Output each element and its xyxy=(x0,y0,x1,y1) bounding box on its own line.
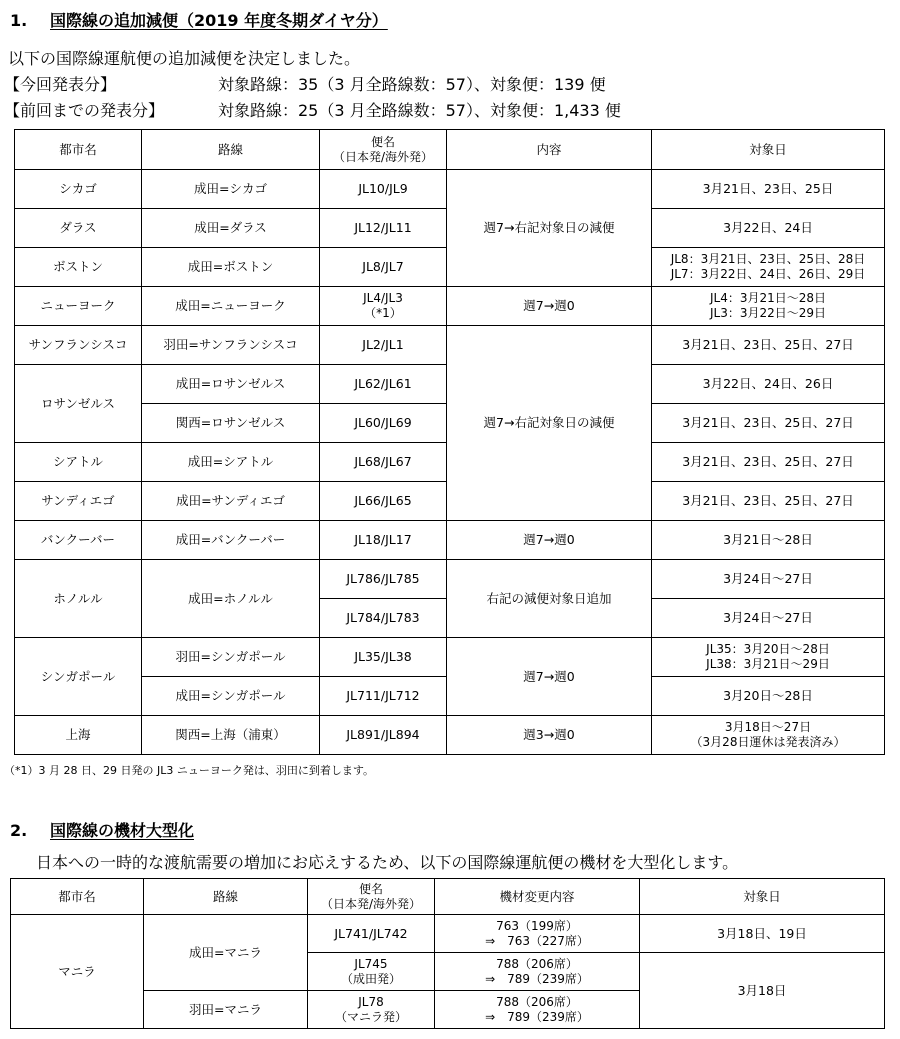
header-route: 路線 xyxy=(144,879,308,915)
dates-cell: 3月21日、23日、25日、27日 xyxy=(652,326,885,365)
flight-line: JL4/JL3 xyxy=(363,291,403,305)
table-row xyxy=(15,638,885,677)
change-line: ⇒ 789（239席） xyxy=(485,971,589,986)
table-row xyxy=(15,170,885,209)
flight-cell xyxy=(308,991,435,1029)
section2-title: 国際線の機材大型化 xyxy=(50,821,195,840)
city-cell: マニラ xyxy=(11,915,144,1029)
header-flight-line2: （日本発/海外発） xyxy=(320,896,422,911)
dates-cell xyxy=(652,716,885,755)
route-cell: 成田=シカゴ xyxy=(142,170,320,209)
flight-cell: JL711/JL712 xyxy=(320,677,447,716)
header-dates: 対象日 xyxy=(652,130,885,170)
dates-line: JL38：3月21日～29日 xyxy=(706,657,830,671)
flight-cell xyxy=(308,953,435,991)
section1-heading xyxy=(10,8,388,31)
dates-cell: 3月18日、19日 xyxy=(640,915,885,953)
header-city: 都市名 xyxy=(11,879,144,915)
route-cell: 関西=上海（浦東） xyxy=(142,716,320,755)
flight-cell: JL18/JL17 xyxy=(320,521,447,560)
flight-cell: JL786/JL785 xyxy=(320,560,447,599)
table-row xyxy=(15,716,885,755)
flight-cell: JL8/JL7 xyxy=(320,248,447,287)
dates-cell: 3月22日、24日、26日 xyxy=(652,365,885,404)
content-cell: 週3→週0 xyxy=(447,716,652,755)
route-cell: 成田=シアトル xyxy=(142,443,320,482)
header-flight xyxy=(320,130,447,170)
header-change: 機材変更内容 xyxy=(435,879,640,915)
flight-cell: JL35/JL38 xyxy=(320,638,447,677)
aircraft-table xyxy=(10,878,885,1029)
flight-line: JL78 xyxy=(358,994,384,1009)
header-flight-line1: 便名 xyxy=(370,134,395,149)
city-cell: ニューヨーク xyxy=(15,287,142,326)
flight-cell: JL741/JL742 xyxy=(308,915,435,953)
city-cell: バンクーバー xyxy=(15,521,142,560)
header-content: 内容 xyxy=(447,130,652,170)
section1-title: 国際線の追加減便（2019 年度冬期ダイヤ分） xyxy=(50,11,388,30)
route-cell: 成田=ロサンゼルス xyxy=(142,365,320,404)
route-cell: 羽田=シンガポール xyxy=(142,638,320,677)
section2-intro: 日本への一時的な渡航需要の増加にお応えするため、以下の国際線運航便の機材を大型化します。 xyxy=(36,853,739,872)
change-cell xyxy=(435,953,640,991)
dates-cell: 3月21日～28日 xyxy=(652,521,885,560)
footnote: （*1）3 月 28 日、29 日発の JL3 ニューヨーク発は、羽田に到着します。 xyxy=(4,764,374,777)
route-cell: 成田=ボストン xyxy=(142,248,320,287)
route-cell: 成田=バンクーバー xyxy=(142,521,320,560)
route-cell: 成田=マニラ xyxy=(144,915,308,991)
section1-intro: 以下の国際線運航便の追加減便を決定しました。 xyxy=(8,49,361,68)
route-cell: 成田=ダラス xyxy=(142,209,320,248)
city-cell: 上海 xyxy=(15,716,142,755)
city-cell: シアトル xyxy=(15,443,142,482)
table-row xyxy=(15,521,885,560)
flight-cell: JL891/JL894 xyxy=(320,716,447,755)
city-cell: ロサンゼルス xyxy=(15,365,142,443)
dates-line: （3月28日運休は発表済み） xyxy=(690,735,846,749)
route-cell: 羽田=サンフランシスコ xyxy=(142,326,320,365)
dates-cell: 3月24日～27日 xyxy=(652,560,885,599)
dates-cell xyxy=(652,638,885,677)
flight-cell: JL62/JL61 xyxy=(320,365,447,404)
change-line: 788（206席） xyxy=(496,994,578,1009)
route-cell: 成田=サンディエゴ xyxy=(142,482,320,521)
table-row xyxy=(11,915,885,953)
flight-line: （マニラ発） xyxy=(334,1009,407,1024)
dates-cell: 3月18日 xyxy=(640,953,885,1029)
dates-line: JL3：3月22日～29日 xyxy=(709,306,827,320)
dates-cell: 3月22日、24日 xyxy=(652,209,885,248)
dates-cell xyxy=(652,287,885,326)
section2-heading xyxy=(10,818,194,841)
flight-cell: JL10/JL9 xyxy=(320,170,447,209)
section2-number: 2. xyxy=(10,821,28,840)
current-label: 【今回発表分】 xyxy=(4,75,117,94)
flight-cell: JL784/JL783 xyxy=(320,599,447,638)
header-flight xyxy=(308,879,435,915)
content-cell: 週7→週0 xyxy=(447,287,652,326)
dates-cell: 3月21日、23日、25日 xyxy=(652,170,885,209)
flight-cell xyxy=(320,287,447,326)
content-cell: 週7→週0 xyxy=(447,638,652,716)
city-cell: ボストン xyxy=(15,248,142,287)
content-cell: 週7→週0 xyxy=(447,521,652,560)
flight-cell: JL2/JL1 xyxy=(320,326,447,365)
table-row xyxy=(15,287,885,326)
content-cell: 週7→右記対象日の減便 xyxy=(447,170,652,287)
change-cell xyxy=(435,991,640,1029)
current-value: 対象路線：35（3 月全路線数：57）、対象便：139 便 xyxy=(218,75,606,94)
flight-cell: JL12/JL11 xyxy=(320,209,447,248)
previous-value: 対象路線：25（3 月全路線数：57）、対象便：1,433 便 xyxy=(218,101,621,120)
city-cell: シカゴ xyxy=(15,170,142,209)
change-line: ⇒ 789（239席） xyxy=(485,1009,589,1024)
route-cell: 関西=ロサンゼルス xyxy=(142,404,320,443)
dates-cell: 3月21日、23日、25日、27日 xyxy=(652,404,885,443)
section1-number: 1. xyxy=(10,11,28,30)
table-header-row xyxy=(15,130,885,170)
change-line: ⇒ 763（227席） xyxy=(485,933,589,948)
footnote-marker: （*1） xyxy=(364,306,402,320)
dates-cell xyxy=(652,248,885,287)
flight-cell: JL60/JL69 xyxy=(320,404,447,443)
dates-cell: 3月20日～28日 xyxy=(652,677,885,716)
dates-line: JL8：3月21日、23日、25日、28日 xyxy=(670,252,866,266)
header-dates: 対象日 xyxy=(640,879,885,915)
content-cell: 右記の減便対象日追加 xyxy=(447,560,652,638)
dates-cell: 3月21日、23日、25日、27日 xyxy=(652,482,885,521)
table-row xyxy=(15,326,885,365)
dates-cell: 3月21日、23日、25日、27日 xyxy=(652,443,885,482)
change-cell xyxy=(435,915,640,953)
change-line: 788（206席） xyxy=(496,956,578,971)
dates-line: JL35：3月20日～28日 xyxy=(706,642,830,656)
city-cell: サンディエゴ xyxy=(15,482,142,521)
flight-cell: JL68/JL67 xyxy=(320,443,447,482)
city-cell: ダラス xyxy=(15,209,142,248)
city-cell: シンガポール xyxy=(15,638,142,716)
dates-cell: 3月24日～27日 xyxy=(652,599,885,638)
header-city: 都市名 xyxy=(15,130,142,170)
header-flight-line1: 便名 xyxy=(358,881,383,896)
city-cell: サンフランシスコ xyxy=(15,326,142,365)
route-cell: 成田=ホノルル xyxy=(142,560,320,638)
flight-cell: JL66/JL65 xyxy=(320,482,447,521)
flight-line: （成田発） xyxy=(340,971,401,986)
header-flight-line2: （日本発/海外発） xyxy=(332,149,434,164)
route-cell: 成田=シンガポール xyxy=(142,677,320,716)
route-cell: 成田=ニューヨーク xyxy=(142,287,320,326)
flight-line: JL745 xyxy=(354,956,388,971)
dates-line: JL7：3月22日、24日、26日、29日 xyxy=(670,267,866,281)
content-cell: 週7→右記対象日の減便 xyxy=(447,326,652,521)
reduction-table xyxy=(14,129,885,755)
dates-line: JL4：3月21日～28日 xyxy=(709,291,827,305)
dates-line: 3月18日～27日 xyxy=(724,720,812,734)
table-row xyxy=(15,560,885,599)
change-line: 763（199席） xyxy=(496,918,578,933)
route-cell: 羽田=マニラ xyxy=(144,991,308,1029)
table-header-row xyxy=(11,879,885,915)
previous-label: 【前回までの発表分】 xyxy=(4,101,165,120)
header-route: 路線 xyxy=(142,130,320,170)
city-cell: ホノルル xyxy=(15,560,142,638)
